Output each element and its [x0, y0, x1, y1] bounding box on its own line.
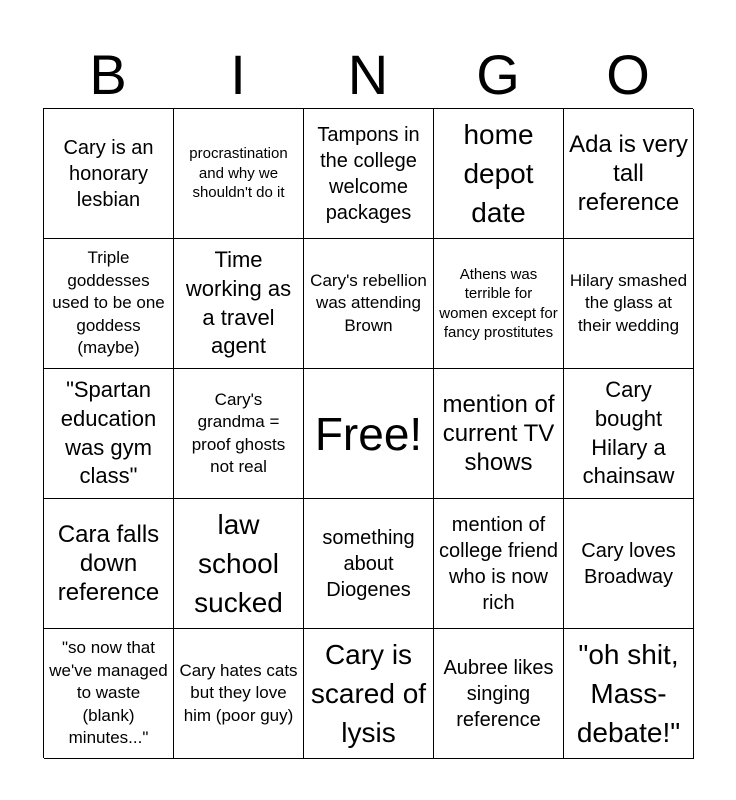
bingo-cell[interactable]: Cary's rebellion was attending Brown [304, 239, 434, 369]
header-letter-i: I [230, 43, 246, 106]
bingo-cell[interactable]: Hilary smashed the glass at their wedding [564, 239, 694, 369]
bingo-cell[interactable]: Cary is scared of lysis [304, 629, 434, 759]
bingo-cell[interactable]: Ada is very tall reference [564, 109, 694, 239]
header-letter-b: B [89, 43, 127, 106]
bingo-cell[interactable]: Cary hates cats but they love him (poor guy) [174, 629, 304, 759]
bingo-cell[interactable]: procrastination and why we shouldn't do it [174, 109, 304, 239]
bingo-cell[interactable]: home depot date [434, 109, 564, 239]
bingo-board [43, 108, 693, 758]
bingo-cell[interactable]: Tampons in the college welcome packages [304, 109, 434, 239]
header-letter-n: N [347, 43, 389, 106]
bingo-cell[interactable]: Triple goddesses used to be one goddess (maybe) [44, 239, 174, 369]
bingo-cell[interactable]: "Spartan education was gym class" [44, 369, 174, 499]
bingo-cell[interactable]: mention of current TV shows [434, 369, 564, 499]
bingo-cell[interactable]: "oh shit, Mass-debate!" [564, 629, 694, 759]
bingo-cell[interactable]: Cary's grandma = proof ghosts not real [174, 369, 304, 499]
bingo-cell[interactable]: Cary bought Hilary a chainsaw [564, 369, 694, 499]
bingo-cell[interactable]: law school sucked [174, 499, 304, 629]
bingo-cell[interactable]: Athens was terrible for women except for fancy prostitutes [434, 239, 564, 369]
bingo-cell[interactable]: Time working as a travel agent [174, 239, 304, 369]
bingo-cell[interactable]: something about Diogenes [304, 499, 434, 629]
bingo-cell[interactable]: Cary is an honorary lesbian [44, 109, 174, 239]
bingo-cell[interactable]: Cara falls down reference [44, 499, 174, 629]
bingo-cell[interactable]: mention of college friend who is now rich [434, 499, 564, 629]
bingo-cell[interactable]: "so now that we've managed to waste (blank) minutes..." [44, 629, 174, 759]
header-letter-g: G [476, 43, 520, 106]
free-space-cell[interactable]: Free! [304, 369, 434, 499]
header-letter-o: O [606, 43, 650, 106]
bingo-cell[interactable]: Aubree likes singing reference [434, 629, 564, 759]
bingo-header [43, 42, 693, 108]
bingo-cell[interactable]: Cary loves Broadway [564, 499, 694, 629]
